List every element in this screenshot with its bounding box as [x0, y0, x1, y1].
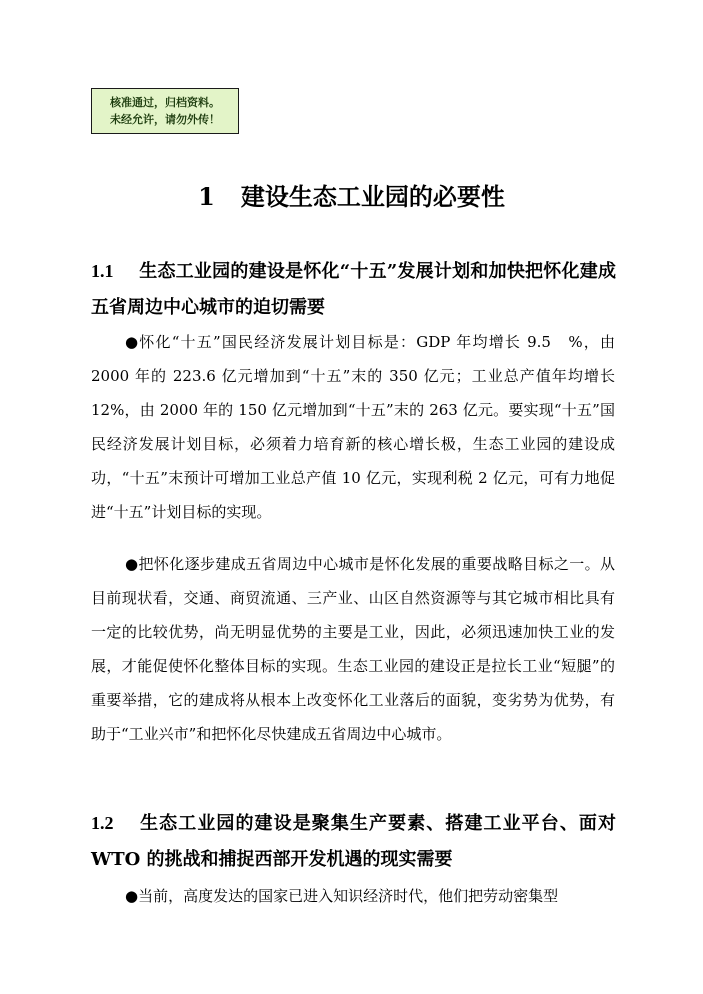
paragraph-gdp-target: ●怀化“十五”国民经济发展计划目标是：GDP 年均增长 9.5 %，由 2000 年的 223.6 亿元增加到“十五”末的 350 亿元；工业总产值年均增长 12%，由 2000 年的 150 亿元增加到“十五”末的 263 亿元。要实现“十五”国民经济发展计划目标，必须着力培育新的核心增长极，生态工业园的建设成功，“十五”末预计可增加工业总产值 10 亿元，实现利税 2 亿元，可有力地促进“十五”计划目标的实现。 [91, 333, 615, 521]
section-heading-1-2 [91, 805, 616, 878]
approval-stamp [91, 88, 239, 134]
stamp-line-2: 未经允许，请勿外传！ [110, 113, 220, 126]
paragraph-regional-center: ●把怀化逐步建成五省周边中心城市是怀化发展的重要战略目标之一。从目前现状看，交通、商贸流通、三产业、山区自然资源等与其它城市相比具有一定的比较优势，尚无明显优势的主要是工业，因此，必须迅速加快工业的发展，才能促使怀化整体目标的实现。生态工业园的建设正是拉长工业“短腿”的重要举措，它的建成将从根本上改变怀化工业落后的面貌，变劣势为优势，有助于“工业兴市”和把怀化尽快建成五省周边中心城市。 [91, 555, 615, 743]
section-heading-1-1 [91, 253, 616, 326]
section-title: 生态工业园的建设是怀化“十五”发展计划和加快把怀化建成五省周边中心城市的迫切需要 [91, 261, 616, 318]
chapter-title: 建设生态工业园的必要性 [240, 182, 505, 211]
chapter-number: 1 [198, 182, 215, 211]
section-title: 生态工业园的建设是聚集生产要素、搭建工业平台、面对 WTO 的挑战和捕捉西部开发机遇的现实需要 [91, 813, 616, 870]
stamp-line-1: 核准通过，归档资料。 [110, 96, 220, 109]
chapter-heading [0, 180, 703, 214]
paragraph-knowledge-economy: ●当前，高度发达的国家已进入知识经济时代，他们把劳动密集型 [125, 887, 559, 905]
section-number: 1.2 [91, 813, 114, 833]
section-number: 1.1 [91, 261, 114, 281]
